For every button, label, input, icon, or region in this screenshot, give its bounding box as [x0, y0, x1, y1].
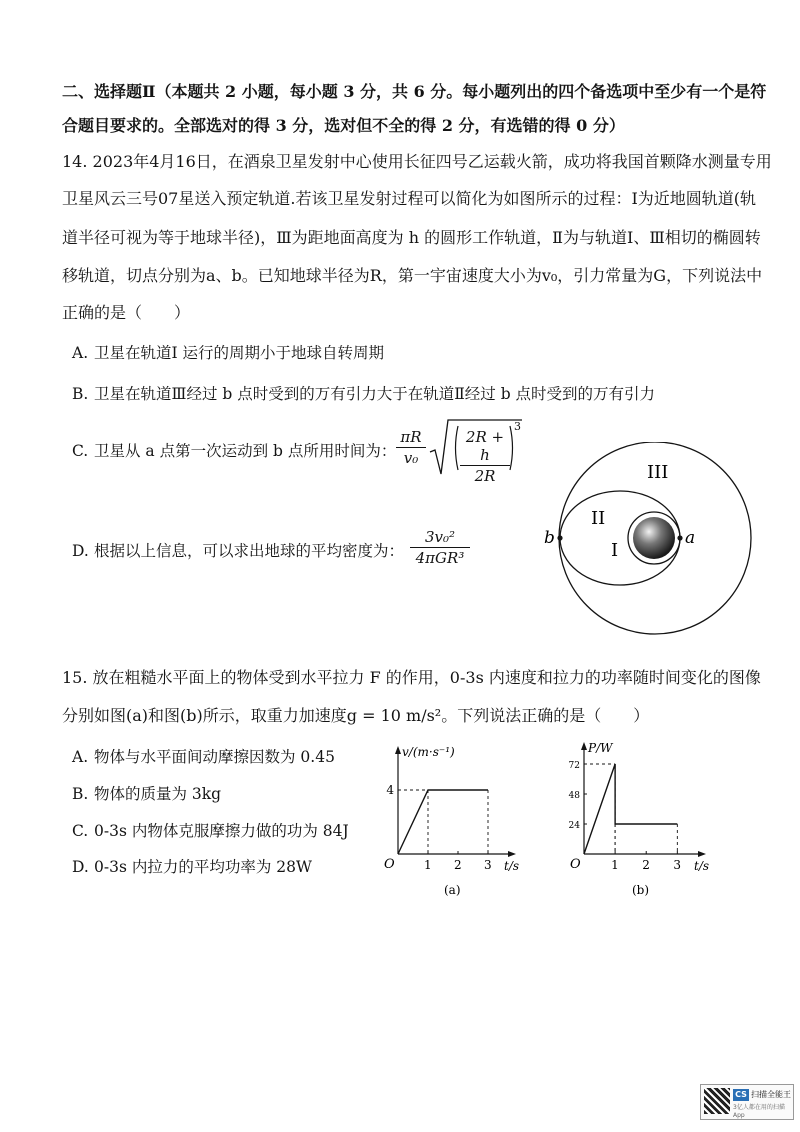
- camscanner-logo: CS: [733, 1089, 749, 1101]
- option-text: 卫星在轨道Ⅰ 运行的周期小于地球自转周期: [94, 344, 385, 362]
- option-text: 0-3s 内拉力的平均功率为 28W: [94, 858, 312, 876]
- fraction-denominator: 2R: [474, 467, 496, 485]
- y-axis-arrow: [581, 742, 587, 750]
- label-ii: II: [591, 508, 606, 529]
- section-header-line-1: 二、选择题Ⅱ（本题共 2 小题，每小题 3 分，共 6 分。每小题列出的四个备选项中至少有一个是符: [62, 82, 767, 101]
- q14-option-b: [72, 383, 655, 405]
- option-text: 卫星在轨道Ⅲ经过 b 点时受到的万有引力大于在轨道Ⅱ经过 b 点时受到的万有引力: [94, 385, 656, 403]
- x-axis-label: t/s: [504, 859, 520, 873]
- q14-c-fraction-1: [396, 428, 426, 467]
- x-tick-label: 3: [484, 858, 492, 872]
- label-a: a: [685, 528, 696, 548]
- option-letter: C.: [72, 442, 89, 460]
- qr-code-icon: [704, 1088, 730, 1114]
- q14-line-1: 14. 2023年4月16日，在酒泉卫星发射中心使用长征四号乙运载火箭，成功将我国首颗降水测量专用: [62, 152, 772, 171]
- option-text: 卫星从 a 点第一次运动到 b 点所用时间为：: [94, 442, 397, 460]
- q14-line-3: 道半径可视为等于地球半径)，Ⅲ为距地面高度为 h 的圆形工作轨道，Ⅱ为与轨道Ⅰ、Ⅲ相切的椭圆转: [62, 228, 761, 247]
- origin-label: O: [570, 857, 581, 872]
- y-tick-label: 72: [568, 761, 580, 771]
- power-time-chart: [560, 742, 730, 902]
- option-letter: D.: [72, 858, 89, 876]
- q14-line-4: 移轨道，切点分别为a、b。已知地球半径为R，第一宇宙速度大小为v₀，引力常量为G，下列说法中: [62, 266, 763, 285]
- fraction-denominator: 4πGR³: [415, 549, 465, 567]
- x-axis-arrow: [508, 851, 516, 857]
- data-line: [584, 764, 677, 854]
- y-tick-label: 4: [386, 783, 394, 797]
- chart-caption: (b): [632, 883, 650, 897]
- q15-option-a: [72, 746, 335, 768]
- label-iii: III: [647, 462, 669, 483]
- x-axis-arrow: [698, 851, 706, 857]
- q15-option-c: [72, 820, 349, 842]
- label-b: b: [544, 528, 555, 548]
- option-letter: B.: [72, 785, 89, 803]
- option-text: 物体的质量为 3kg: [94, 785, 222, 803]
- fraction-denominator: v₀: [403, 449, 419, 467]
- fraction-numerator: πR: [400, 428, 422, 446]
- point-b: [557, 535, 562, 540]
- x-tick-label: 2: [454, 858, 462, 872]
- q14-option-c: [72, 440, 396, 462]
- q15-line-2: 分别如图(a)和图(b)所示，取重力加速度g = 10 m/s²。下列说法正确的是（ ）: [62, 706, 650, 725]
- q14-line-5: 正确的是（ ）: [62, 303, 191, 322]
- fraction-numerator: 2R + h: [465, 428, 505, 464]
- x-tick-label: 3: [673, 858, 681, 872]
- velocity-time-chart: [370, 742, 530, 902]
- option-text: 物体与水平面间动摩擦因数为 0.45: [94, 748, 335, 766]
- q14-c-exponent: 3: [514, 420, 521, 433]
- y-axis-arrow: [395, 746, 401, 754]
- q15-option-d: [72, 856, 312, 878]
- x-axis-label: t/s: [694, 859, 710, 873]
- q15-line-1: 15. 放在粗糙水平面上的物体受到水平拉力 F 的作用，0-3s 内速度和拉力的功率随时间变化的图像: [62, 668, 761, 687]
- option-text: 根据以上信息，可以求出地球的平均密度为：: [94, 542, 405, 560]
- q14-option-d: [72, 540, 404, 562]
- camscanner-tagline: 3亿人都在用的扫描App: [733, 1104, 785, 1119]
- section-header-line-2: 合题目要求的。全部选对的得 3 分，选对但不全的得 2 分，有选错的得 0 分）: [62, 116, 625, 135]
- fraction-bar: [460, 465, 510, 466]
- y-tick-label: 24: [568, 821, 580, 831]
- option-letter: D.: [72, 542, 89, 560]
- fraction-bar: [396, 447, 426, 448]
- option-letter: A.: [72, 344, 89, 362]
- origin-label: O: [384, 857, 395, 872]
- data-line: [398, 790, 488, 854]
- scanner-watermark-badge: [700, 1084, 794, 1120]
- point-a: [677, 535, 682, 540]
- orbit-diagram: [535, 442, 765, 652]
- y-axis-label: v/(m·s⁻¹): [402, 745, 455, 759]
- q15-option-b: [72, 783, 221, 805]
- y-axis-label: P/W: [588, 742, 613, 755]
- option-letter: C.: [72, 822, 89, 840]
- x-tick-label: 2: [642, 858, 650, 872]
- x-tick-label: 1: [611, 858, 619, 872]
- q14-d-fraction: [410, 528, 470, 567]
- x-tick-label: 1: [424, 858, 432, 872]
- fraction-bar: [410, 547, 470, 548]
- q14-line-2: 卫星风云三号07星送入预定轨道.若该卫星发射过程可以简化为如图所示的过程：Ⅰ为近地圆轨道(轨: [62, 189, 757, 208]
- option-letter: B.: [72, 385, 89, 403]
- y-tick-label: 48: [568, 791, 580, 801]
- camscanner-name: 扫描全能王: [751, 1090, 791, 1099]
- option-letter: A.: [72, 748, 89, 766]
- fraction-numerator: 3v₀²: [424, 528, 456, 546]
- q14-option-a: [72, 342, 384, 364]
- label-i: I: [611, 540, 619, 561]
- earth: [633, 517, 675, 559]
- chart-caption: (a): [444, 883, 461, 897]
- q14-c-fraction-2: [460, 428, 510, 485]
- option-text: 0-3s 内物体克服摩擦力做的功为 84J: [94, 822, 349, 840]
